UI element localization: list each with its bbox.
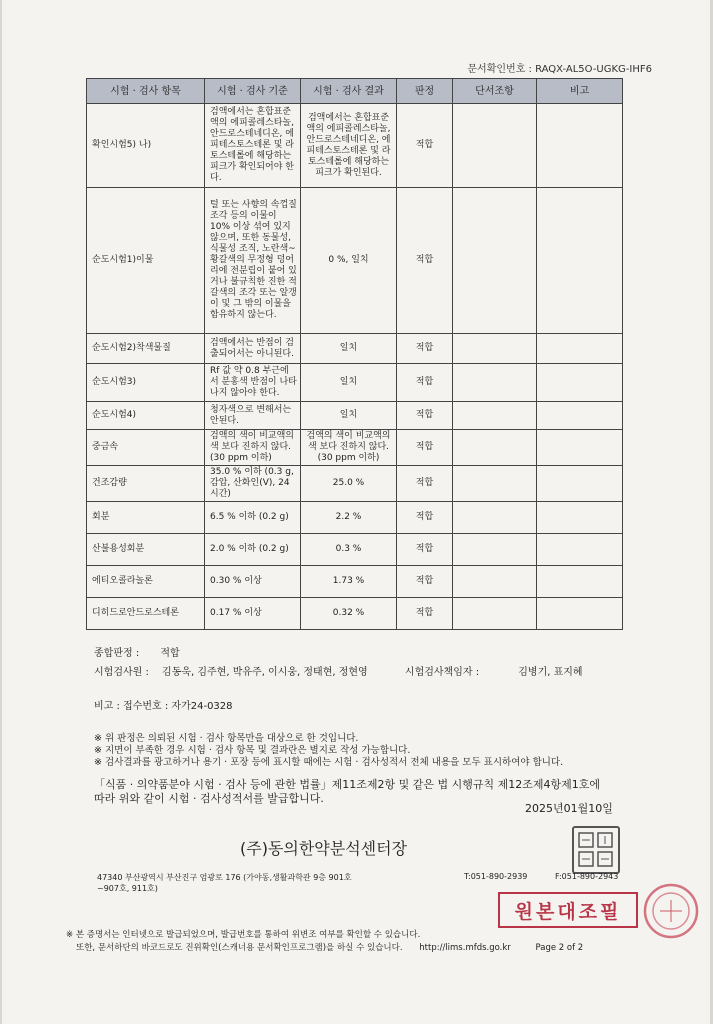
organization-name: (주)동의한약분석센터장 (240, 839, 408, 858)
cell-remarks (537, 188, 623, 334)
cell-standard: 검액에서는 반점이 검출되어서는 아니된다. (205, 334, 301, 364)
inspectors-value: 김동욱, 김주현, 박유주, 이시웅, 정태현, 정현영 (162, 667, 368, 678)
table-row (87, 364, 623, 402)
telephone: T:051-890-2939 (464, 872, 528, 881)
cell-proviso (453, 402, 537, 430)
cell-item: 순도시험3) (87, 364, 205, 402)
table-header-row (87, 79, 623, 104)
cell-proviso (453, 466, 537, 502)
cell-standard: 검액의 색이 비교액의 색 보다 진하지 않다. (30 ppm 이하) (205, 430, 301, 466)
cell-result: 0.3 % (301, 534, 397, 566)
cell-result: 일치 (301, 334, 397, 364)
cell-standard: 0.30 % 이상 (205, 566, 301, 598)
table-row (87, 402, 623, 430)
table-row (87, 188, 623, 334)
note-1: ※ 위 판정은 의뢰된 시험 · 검사 항목만을 대상으로 한 것입니다. (94, 733, 359, 744)
cell-item: 건조감량 (87, 466, 205, 502)
cell-proviso (453, 334, 537, 364)
table-row (87, 104, 623, 188)
cell-proviso (453, 598, 537, 630)
cell-standard: 2.0 % 이하 (0.2 g) (205, 534, 301, 566)
original-certified-stamp: 원본대조필 (498, 892, 638, 928)
cell-judgment: 적합 (397, 334, 453, 364)
cell-standard: 청자색으로 변해서는 안된다. (205, 402, 301, 430)
note-3: ※ 검사결과를 광고하거나 용기 · 포장 등에 표시할 때에는 시험 · 검사성적서 전체 내용을 모두 표시하여야 합니다. (94, 757, 564, 768)
cell-standard: 털 또는 사향의 속껍질조각 등의 이물이 10% 이상 섞여 있지 않으며, 또한 동물성, 식물성 조직, 노란색~황갈색의 무정형 덩어리에 전분립이 붙어 있거나 불규칙한 진한 적갈색의 조각 또는 알갱이 및 그 밖의 이물을 함유하지 않는다. (205, 188, 301, 334)
header-item: 시험 · 검사 항목 (87, 79, 205, 104)
cell-remarks (537, 430, 623, 466)
issue-date: 2025년01월10일 (525, 802, 613, 815)
cell-item: 순도시험2)착색물질 (87, 334, 205, 364)
cell-proviso (453, 364, 537, 402)
remarks-line: 비고 : 접수번호 : 자가24-0328 (94, 701, 233, 712)
cell-judgment: 적합 (397, 430, 453, 466)
cell-judgment: 적합 (397, 566, 453, 598)
overall-judgment-value: 적합 (160, 648, 180, 659)
cell-result: 일치 (301, 364, 397, 402)
cell-item: 확인시험5) 나) (87, 104, 205, 188)
cell-remarks (537, 334, 623, 364)
cell-item: 회분 (87, 502, 205, 534)
cell-standard: 35.0 % 이하 (0.3 g, 감압, 산화인(V), 24시간) (205, 466, 301, 502)
header-proviso: 단서조항 (453, 79, 537, 104)
table-row (87, 334, 623, 364)
inspectors-label: 시험검사원 : (94, 667, 149, 678)
cell-proviso (453, 188, 537, 334)
responsible-label: 시험검사책임자 : (404, 667, 480, 678)
cell-proviso (453, 502, 537, 534)
address: 47340 부산광역시 부산진구 엄광로 176 (가야동,생활과학관 9층 901호~907호, 911호) (97, 873, 352, 893)
cell-item: 산불용성회분 (87, 534, 205, 566)
cell-remarks (537, 598, 623, 630)
cell-standard: 6.5 % 이하 (0.2 g) (205, 502, 301, 534)
cell-item: 디히드로안드로스테론 (87, 598, 205, 630)
overall-judgment-label: 종합판정 : (94, 648, 140, 659)
document-page (2, 0, 710, 1024)
cell-remarks (537, 502, 623, 534)
law-line-1: 「식품 · 의약품분야 시험 · 검사 등에 관한 법률」제11조제2항 및 같은 법 시행규칙 제12조제4항제1호에 (94, 778, 600, 791)
square-seal-icon (572, 826, 620, 874)
cell-item: 순도시험1)이물 (87, 188, 205, 334)
header-result: 시험 · 검사 결과 (301, 79, 397, 104)
cell-result: 2.2 % (301, 502, 397, 534)
cell-remarks (537, 566, 623, 598)
cell-judgment: 적합 (397, 364, 453, 402)
cell-proviso (453, 534, 537, 566)
cell-item: 중금속 (87, 430, 205, 466)
cell-remarks (537, 364, 623, 402)
table-row (87, 598, 623, 630)
round-seal-icon (642, 882, 700, 940)
cell-item: 에티오콜라놀론 (87, 566, 205, 598)
cell-judgment: 적합 (397, 466, 453, 502)
cell-result: 1.73 % (301, 566, 397, 598)
inspectors (94, 663, 583, 678)
cell-judgment: 적합 (397, 502, 453, 534)
footnote-1: ※ 본 증명서는 인터넷으로 발급되었으며, 발급번호를 통하여 위변조 여부를 확인할 수 있습니다. (66, 930, 421, 940)
fax: F:051-890-2943 (555, 872, 619, 881)
cell-judgment: 적합 (397, 188, 453, 334)
cell-standard: 검액에서는 혼합표준액의 에피콜레스타놀, 안드로스테네디온, 에피테스토스테론 및 라토스테롤에 해당하는 피크가 확인되어야 한다. (205, 104, 301, 188)
cell-proviso (453, 430, 537, 466)
header-standard: 시험 · 검사 기준 (205, 79, 301, 104)
cell-result: 일치 (301, 402, 397, 430)
table-row (87, 566, 623, 598)
cell-judgment: 적합 (397, 534, 453, 566)
law-line-2: 따라 위와 같이 시험 · 검사성적서를 발급합니다. (94, 792, 324, 805)
note-2: ※ 지면이 부족한 경우 시험 · 검사 항목 및 결과란은 별지로 작성 가능합니다. (94, 745, 411, 756)
cell-result: 0.32 % (301, 598, 397, 630)
site-url[interactable]: http://lims.mfds.go.kr (419, 943, 511, 953)
cell-item: 순도시험4) (87, 402, 205, 430)
cell-remarks (537, 534, 623, 566)
footnote-2: 또한, 문서하단의 바코드로도 진위확인(스캐너용 문서확인프로그램)을 하실 수 있습니다. (76, 943, 403, 953)
page-number: Page 2 of 2 (535, 943, 584, 953)
header-judgment: 판정 (397, 79, 453, 104)
cell-proviso (453, 566, 537, 598)
cell-result: 0 %, 일치 (301, 188, 397, 334)
table-row (87, 466, 623, 502)
table-row (87, 502, 623, 534)
cell-result: 검액의 색이 비교액의 색 보다 진하지 않다. (30 ppm 이하) (301, 430, 397, 466)
cell-remarks (537, 104, 623, 188)
table-row (87, 534, 623, 566)
footnote-line-2 (76, 941, 583, 953)
cell-standard: Rf 값 약 0.8 부근에서 분홍색 반점이 나타나지 않아야 한다. (205, 364, 301, 402)
cell-judgment: 적합 (397, 104, 453, 188)
cell-remarks (537, 466, 623, 502)
responsible-value: 김병기, 표지혜 (518, 667, 583, 678)
cell-result: 검액에서는 혼합표준액의 에피콜레스타놀, 안드로스테네디온, 에피테스토스테론 및 라토스테롤에 해당하는 피크가 확인된다. (301, 104, 397, 188)
cell-result: 25.0 % (301, 466, 397, 502)
overall-judgment (94, 644, 180, 659)
cell-judgment: 적합 (397, 598, 453, 630)
notes (94, 733, 563, 769)
document-number: 문서확인번호 : RAQX-AL5O-UGKG-IHF6 (467, 64, 652, 75)
results-table (86, 78, 623, 630)
cell-judgment: 적합 (397, 402, 453, 430)
cell-proviso (453, 104, 537, 188)
cell-remarks (537, 402, 623, 430)
header-remarks: 비고 (537, 79, 623, 104)
table-row (87, 430, 623, 466)
cell-standard: 0.17 % 이상 (205, 598, 301, 630)
